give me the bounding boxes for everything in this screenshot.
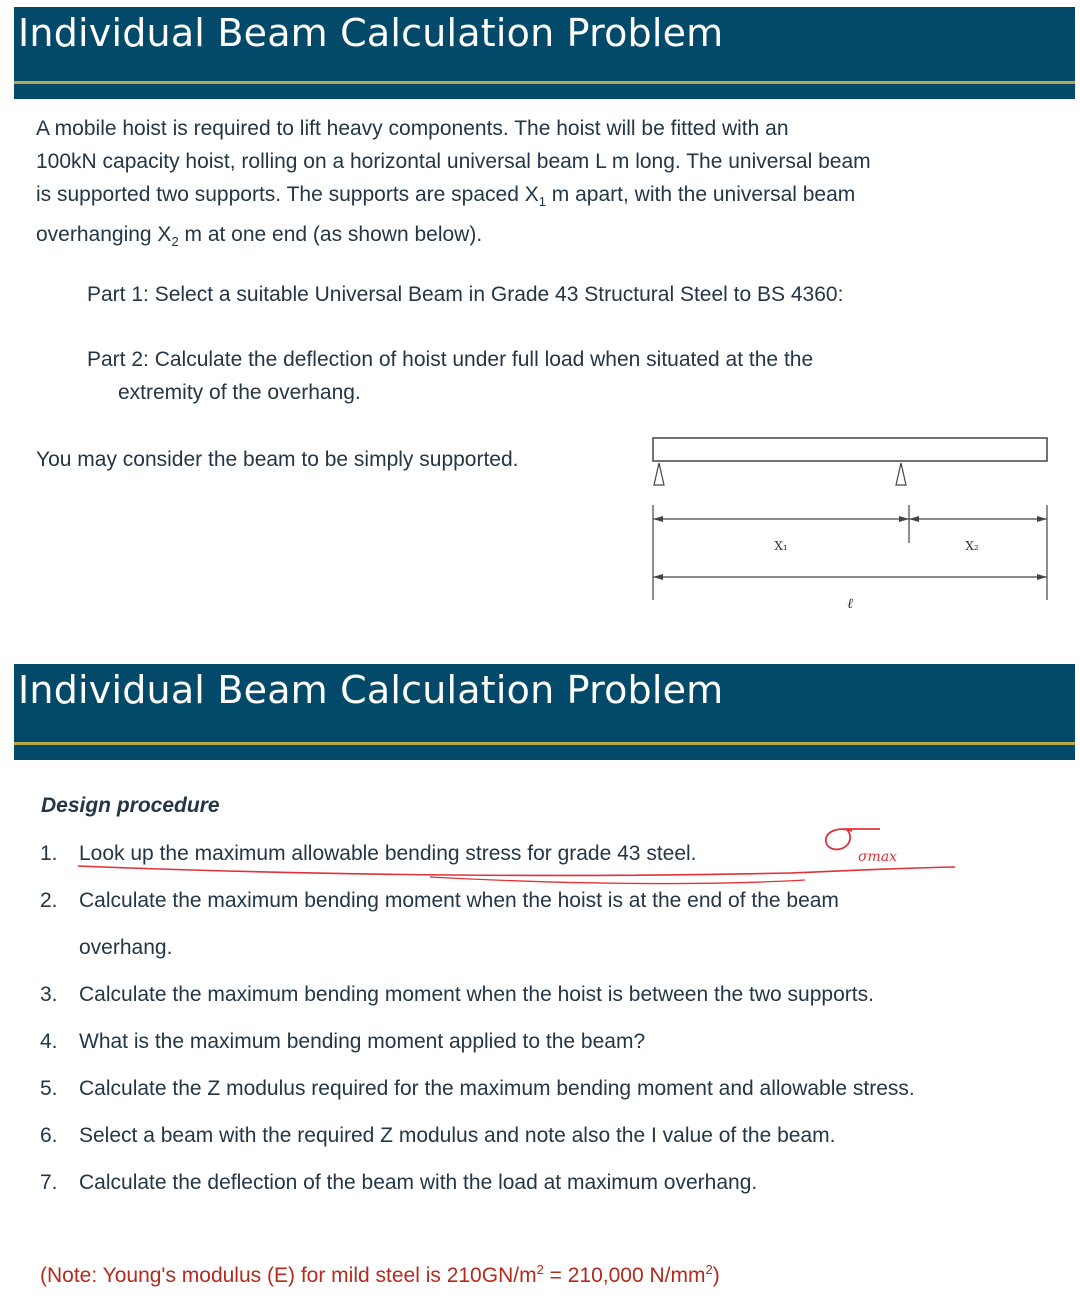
slide2-title: Individual Beam Calculation Problem [18, 668, 724, 712]
step-text: Calculate the deflection of the beam with the load at maximum overhang. [79, 1171, 758, 1194]
intro-line-3 [36, 178, 871, 218]
x2-arrow-right [1037, 516, 1047, 522]
intro-line-2: 100kN capacity hoist, rolling on a horizontal universal beam L m long. The universal beam [36, 150, 871, 173]
step-number: 5. [40, 1077, 58, 1100]
intro-line-3-a: is supported two supports. The supports are spaced X [36, 183, 539, 206]
beam-diagram [640, 430, 1060, 620]
problem-statement [36, 112, 871, 258]
intro-line-4-b: m at one end (as shown below). [178, 223, 483, 247]
sigma-symbol [826, 829, 880, 849]
x2-subscript: 2 [171, 234, 179, 250]
step-number: 7. [40, 1171, 58, 1194]
step-text: overhang. [79, 936, 173, 959]
note-prefix: (Note: Young's modulus (E) for mild steel is 210GN/m [40, 1264, 537, 1287]
step-text: What is the maximum bending moment applied to the beam? [79, 1030, 646, 1053]
step-number: 2. [40, 889, 58, 912]
right-support [896, 463, 906, 485]
l-arrow-left [653, 574, 663, 580]
l-label: ℓ [847, 596, 853, 612]
step-number: 4. [40, 1030, 58, 1053]
x2-arrow-left [909, 516, 919, 522]
slide1-title-banner [14, 7, 1075, 99]
x2-label: X₂ [965, 539, 979, 553]
intro-line-1: A mobile hoist is required to lift heavy components. The hoist will be fitted with an [36, 117, 789, 140]
title-underline [14, 742, 1075, 745]
step-number: 3. [40, 983, 58, 1006]
x1-arrow-right [899, 516, 909, 522]
design-procedure-heading: Design procedure [41, 794, 220, 817]
step-number: 6. [40, 1124, 58, 1147]
step-number: 1. [40, 842, 58, 865]
title-underline [14, 81, 1075, 84]
sigma-max-annotation-text: σmax [858, 849, 898, 865]
intro-line-3-b: m apart, with the universal beam [545, 183, 856, 206]
x1-arrow-left [653, 516, 663, 522]
step-text: Look up the maximum allowable bending stress for grade 43 steel. [79, 842, 697, 865]
intro-line-4 [36, 218, 871, 258]
note-sup-1: 2 [536, 1262, 544, 1277]
beam [653, 438, 1047, 461]
slide1-title: Individual Beam Calculation Problem [18, 11, 724, 55]
x1-subscript: 1 [538, 194, 546, 210]
simply-supported-note: You may consider the beam to be simply supported. [36, 448, 519, 471]
left-support [654, 463, 664, 485]
part-1-text: Part 1: Select a suitable Universal Beam in Grade 43 Structural Steel to BS 4360: [87, 283, 844, 306]
note-suffix: ) [712, 1264, 720, 1287]
note-middle: = 210,000 N/mm [543, 1264, 706, 1287]
step-text: Calculate the Z modulus required for the maximum bending moment and allowable stress. [79, 1077, 915, 1100]
l-arrow-right [1037, 574, 1047, 580]
x1-label: X₁ [774, 539, 788, 553]
step-text: Calculate the maximum bending moment when the hoist is at the end of the beam [79, 889, 839, 912]
youngs-modulus-note [40, 1262, 720, 1288]
slide2-title-banner [14, 664, 1075, 760]
intro-line-4-a: overhanging X [36, 223, 172, 247]
note-sup-2: 2 [705, 1262, 713, 1277]
step-text: Calculate the maximum bending moment when the hoist is between the two supports. [79, 983, 874, 1006]
step-text: Select a beam with the required Z modulus and note also the I value of the beam. [79, 1124, 836, 1147]
part-2-text: Part 2: Calculate the deflection of hoist under full load when situated at the the [87, 348, 814, 371]
part-2-text-continued: extremity of the overhang. [118, 381, 361, 404]
